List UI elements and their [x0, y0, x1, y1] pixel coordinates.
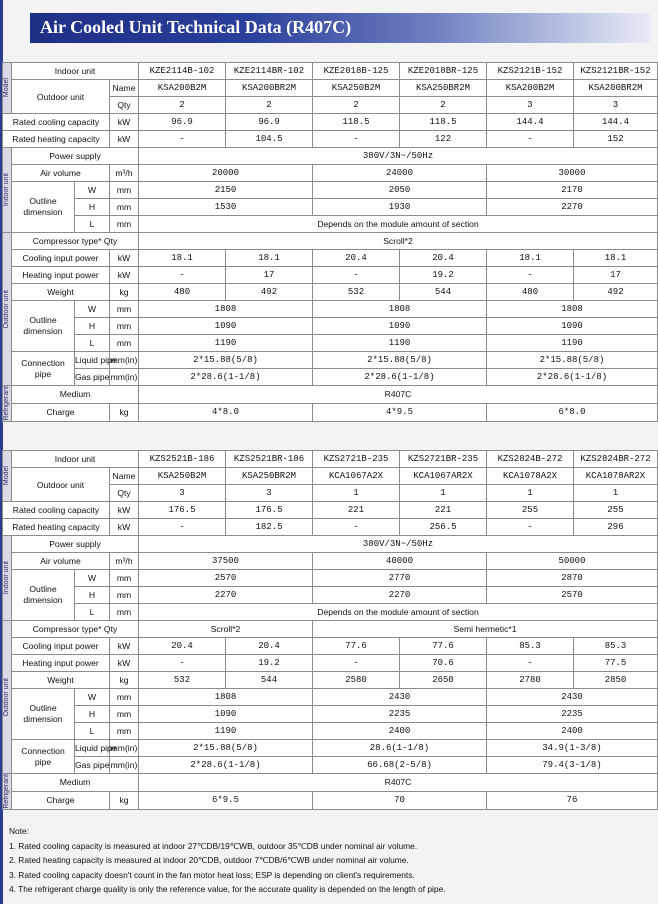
- heating-input-cell: 17: [226, 267, 313, 284]
- row-indoor-model: [3, 451, 658, 468]
- heating-input-cell: -: [487, 267, 574, 284]
- label-liquid-pipe: Liquid pipe: [75, 740, 110, 757]
- model-cell: KZE2018BR-125: [400, 63, 487, 80]
- model-cell: KZS2521BR-186: [226, 451, 313, 468]
- section-refrigerant: Refrigerant: [3, 774, 10, 809]
- gas-pipe-cell: 2*28.6(1-1/8): [139, 369, 313, 386]
- unit-kw: kW: [110, 114, 139, 131]
- section-refrigerant: Refrigerant: [3, 386, 10, 421]
- row-compressor: [3, 233, 658, 250]
- weight-cell: 532: [139, 672, 226, 689]
- outdoor-name-cell: KSA200B2M: [487, 80, 574, 97]
- cooling-cell: 221: [400, 502, 487, 519]
- label-name: Name: [110, 80, 139, 97]
- weight-cell: 2650: [400, 672, 487, 689]
- label-gas-pipe: Gas pipe: [75, 369, 110, 386]
- heating-input-cell: -: [313, 655, 400, 672]
- unit-mm-in: mm(in): [110, 369, 139, 386]
- label-connection-pipe: Connection pipe: [12, 352, 75, 386]
- label-w: W: [75, 570, 110, 587]
- label-weight: Weight: [12, 284, 110, 301]
- heating-input-cell: 19.2: [400, 267, 487, 284]
- medium-value: R407C: [139, 386, 658, 404]
- label-air-volume: Air volume: [12, 553, 110, 570]
- model-cell: KZS2521B-186: [139, 451, 226, 468]
- row-liquid-pipe: [3, 352, 658, 369]
- cooling-cell: 176.5: [139, 502, 226, 519]
- qty-cell: 2: [139, 97, 226, 114]
- unit-kw: kW: [110, 638, 139, 655]
- heating-input-cell: 77.5: [574, 655, 658, 672]
- weight-cell: 492: [574, 284, 658, 301]
- section-outdoor-unit: Outdoor unit: [3, 621, 12, 774]
- label-power-supply: Power supply: [12, 148, 139, 165]
- label-l: L: [75, 335, 110, 352]
- indoor-h-cell: 2270: [487, 199, 658, 216]
- weight-cell: 492: [226, 284, 313, 301]
- compressor-value: Semi hermetic*1: [313, 621, 658, 638]
- section-indoor-unit: Indoor unit: [3, 148, 12, 233]
- section-model: Model: [3, 63, 12, 114]
- outdoor-name-cell: KSA200B2M: [139, 80, 226, 97]
- outdoor-h-cell: 1090: [139, 318, 313, 335]
- cooling-cell: 96.9: [226, 114, 313, 131]
- notes-heading: Note:: [9, 826, 30, 836]
- indoor-w-cell: 2170: [487, 182, 658, 199]
- unit-kw: kW: [110, 131, 139, 148]
- cooling-cell: 118.5: [400, 114, 487, 131]
- unit-kw: kW: [110, 502, 139, 519]
- power-supply-value: 380V/3N~/50Hz: [139, 148, 658, 165]
- notes-block: [9, 824, 649, 897]
- charge-cell: 76: [487, 791, 658, 809]
- unit-mm: mm: [110, 301, 139, 318]
- model-cell: KZS2121BR-152: [574, 63, 658, 80]
- unit-kw: kW: [110, 655, 139, 672]
- cooling-input-cell: 18.1: [487, 250, 574, 267]
- cooling-input-cell: 18.1: [139, 250, 226, 267]
- qty-cell: 2: [400, 97, 487, 114]
- unit-mm: mm: [110, 587, 139, 604]
- label-liquid-pipe: Liquid pipe: [75, 352, 110, 369]
- qty-cell: 3: [139, 485, 226, 502]
- outdoor-name-cell: KSA250BR2M: [226, 468, 313, 485]
- liquid-pipe-cell: 2*15.88(5/8): [313, 352, 487, 369]
- air-volume-cell: 37500: [139, 553, 313, 570]
- medium-value: R407C: [139, 774, 658, 792]
- label-l: L: [75, 604, 110, 621]
- cooling-input-cell: 18.1: [226, 250, 313, 267]
- charge-cell: 6*8.0: [487, 403, 658, 421]
- label-rated-cooling: Rated cooling capacity: [3, 114, 110, 131]
- unit-mm-in: mm(in): [110, 757, 139, 774]
- outdoor-w-cell: 2430: [313, 689, 487, 706]
- row-weight: [3, 284, 658, 301]
- label-l: L: [75, 723, 110, 740]
- row-liquid-pipe: [3, 740, 658, 757]
- cooling-cell: 118.5: [313, 114, 400, 131]
- unit-mm-in: mm(in): [110, 352, 139, 369]
- indoor-w-cell: 2770: [313, 570, 487, 587]
- label-h: H: [75, 199, 110, 216]
- section-model: Model: [3, 451, 12, 502]
- row-gas-pipe: [3, 757, 658, 774]
- unit-kw: kW: [110, 250, 139, 267]
- label-medium: Medium: [12, 386, 139, 404]
- gas-pipe-cell: 79.4(3-1/8): [487, 757, 658, 774]
- row-indoor-l: [3, 604, 658, 621]
- heating-input-cell: -: [139, 655, 226, 672]
- weight-cell: 2580: [313, 672, 400, 689]
- outdoor-name-cell: KSA200BR2M: [226, 80, 313, 97]
- label-h: H: [75, 318, 110, 335]
- heating-input-cell: -: [313, 267, 400, 284]
- charge-cell: 6*9.5: [139, 791, 313, 809]
- section-indoor-unit: Indoor unit: [3, 536, 12, 621]
- row-outdoor-name: [3, 80, 658, 97]
- row-indoor-h: [3, 199, 658, 216]
- unit-kw: kW: [110, 267, 139, 284]
- row-outdoor-w: [3, 301, 658, 318]
- model-cell: KZE2018B-125: [313, 63, 400, 80]
- unit-m3h: m³/h: [110, 553, 139, 570]
- outdoor-name-cell: KSA250B2M: [139, 468, 226, 485]
- unit-m3h: m³/h: [110, 165, 139, 182]
- outdoor-h-cell: 2235: [313, 706, 487, 723]
- heating-cell: -: [139, 519, 226, 536]
- outdoor-w-cell: 1808: [139, 689, 313, 706]
- indoor-h-cell: 2570: [487, 587, 658, 604]
- label-name: Name: [110, 468, 139, 485]
- unit-mm: mm: [110, 199, 139, 216]
- label-qty: Qty: [110, 485, 139, 502]
- outdoor-l-cell: 2400: [313, 723, 487, 740]
- outdoor-l-cell: 1190: [313, 335, 487, 352]
- row-outdoor-h: [3, 706, 658, 723]
- row-heating-input: [3, 267, 658, 284]
- label-heating-input: Heating input power: [12, 655, 110, 672]
- cooling-cell: 255: [487, 502, 574, 519]
- unit-mm: mm: [110, 604, 139, 621]
- indoor-l-value: Depends on the module amount of section: [139, 604, 658, 621]
- heating-cell: 256.5: [400, 519, 487, 536]
- page-title: Air Cooled Unit Technical Data (R407C): [40, 17, 352, 37]
- outdoor-name-cell: KSA250BR2M: [400, 80, 487, 97]
- section-outdoor-unit: Outdoor unit: [3, 233, 12, 386]
- row-rated-heating: [3, 519, 658, 536]
- outdoor-h-cell: 1090: [487, 318, 658, 335]
- heating-input-cell: 19.2: [226, 655, 313, 672]
- outdoor-name-cell: KCA1078A2X: [487, 468, 574, 485]
- tech-table-2: [2, 450, 658, 810]
- cooling-cell: 221: [313, 502, 400, 519]
- model-cell: KZS2121B-152: [487, 63, 574, 80]
- air-volume-cell: 20000: [139, 165, 313, 182]
- air-volume-cell: 50000: [487, 553, 658, 570]
- cooling-input-cell: 20.4: [226, 638, 313, 655]
- model-cell: KZS2824BR-272: [574, 451, 658, 468]
- row-outdoor-w: [3, 689, 658, 706]
- cooling-cell: 96.9: [139, 114, 226, 131]
- unit-kg: kg: [110, 672, 139, 689]
- unit-kg: kg: [110, 403, 139, 421]
- row-rated-heating: [3, 131, 658, 148]
- outdoor-name-cell: KSA250B2M: [313, 80, 400, 97]
- charge-cell: 70: [313, 791, 487, 809]
- cooling-input-cell: 20.4: [139, 638, 226, 655]
- row-indoor-w: [3, 570, 658, 587]
- outdoor-h-cell: 1090: [313, 318, 487, 335]
- note-item: 3. Rated cooling capacity doesn't count in the fan motor heat loss; ESP is depending on client's requirements.: [9, 869, 415, 880]
- row-indoor-h: [3, 587, 658, 604]
- model-cell: KZE2114BR-102: [226, 63, 313, 80]
- row-cooling-input: [3, 250, 658, 267]
- indoor-w-cell: 2570: [139, 570, 313, 587]
- row-heating-input: [3, 655, 658, 672]
- label-outdoor-unit: Outdoor unit: [12, 80, 110, 114]
- weight-cell: 544: [226, 672, 313, 689]
- unit-mm: mm: [110, 182, 139, 199]
- outdoor-l-cell: 1190: [487, 335, 658, 352]
- model-cell: KZE2114B-102: [139, 63, 226, 80]
- label-connection-pipe: Connection pipe: [12, 740, 75, 774]
- label-power-supply: Power supply: [12, 536, 139, 553]
- unit-kg: kg: [110, 284, 139, 301]
- indoor-h-cell: 1530: [139, 199, 313, 216]
- note-item: 2. Rated heating capacity is measured at indoor 20℃DB, outdoor 7℃DB/6℃WB under nominal air volume.: [9, 855, 409, 866]
- row-outdoor-h: [3, 318, 658, 335]
- outdoor-l-cell: 1190: [139, 335, 313, 352]
- cooling-input-cell: 20.4: [313, 250, 400, 267]
- heating-cell: -: [313, 519, 400, 536]
- label-rated-heating: Rated heating capacity: [3, 131, 110, 148]
- row-indoor-w: [3, 182, 658, 199]
- weight-cell: 480: [139, 284, 226, 301]
- gas-pipe-cell: 2*28.6(1-1/8): [139, 757, 313, 774]
- row-power-supply: [3, 536, 658, 553]
- heating-input-cell: 70.6: [400, 655, 487, 672]
- liquid-pipe-cell: 28.6(1-1/8): [313, 740, 487, 757]
- compressor-value: Scroll*2: [139, 233, 658, 250]
- row-outdoor-l: [3, 335, 658, 352]
- row-cooling-input: [3, 638, 658, 655]
- indoor-h-cell: 1930: [313, 199, 487, 216]
- outdoor-w-cell: 1808: [139, 301, 313, 318]
- row-gas-pipe: [3, 369, 658, 386]
- indoor-w-cell: 2150: [139, 182, 313, 199]
- outdoor-h-cell: 2235: [487, 706, 658, 723]
- heating-input-cell: 17: [574, 267, 658, 284]
- model-cell: KZS2824B-272: [487, 451, 574, 468]
- qty-cell: 1: [313, 485, 400, 502]
- charge-cell: 4*8.0: [139, 403, 313, 421]
- compressor-value: Scroll*2: [139, 621, 313, 638]
- unit-mm: mm: [110, 318, 139, 335]
- unit-mm: mm: [110, 216, 139, 233]
- outdoor-name-cell: KCA1078AR2X: [574, 468, 658, 485]
- indoor-w-cell: 2050: [313, 182, 487, 199]
- label-heating-input: Heating input power: [12, 267, 110, 284]
- air-volume-cell: 30000: [487, 165, 658, 182]
- row-indoor-l: [3, 216, 658, 233]
- cooling-cell: 144.4: [487, 114, 574, 131]
- page-title-banner: [30, 13, 650, 43]
- air-volume-cell: 40000: [313, 553, 487, 570]
- qty-cell: 3: [487, 97, 574, 114]
- unit-mm: mm: [110, 570, 139, 587]
- weight-cell: 2780: [487, 672, 574, 689]
- row-charge: [3, 403, 658, 421]
- label-medium: Medium: [12, 774, 139, 792]
- label-indoor-unit: Indoor unit: [12, 63, 139, 80]
- label-h: H: [75, 587, 110, 604]
- label-l: L: [75, 216, 110, 233]
- outdoor-name-cell: KSA200BR2M: [574, 80, 658, 97]
- label-qty: Qty: [110, 97, 139, 114]
- label-rated-cooling: Rated cooling capacity: [3, 502, 110, 519]
- outdoor-l-cell: 2400: [487, 723, 658, 740]
- note-item: 1. Rated cooling capacity is measured at indoor 27℃DB/19℃WB, outdoor 35℃DB under nominal air volume.: [9, 840, 418, 851]
- qty-cell: 1: [574, 485, 658, 502]
- label-h: H: [75, 706, 110, 723]
- model-cell: KZS2721BR-235: [400, 451, 487, 468]
- indoor-l-value: Depends on the module amount of section: [139, 216, 658, 233]
- outdoor-w-cell: 1808: [487, 301, 658, 318]
- unit-kg: kg: [110, 791, 139, 809]
- unit-mm: mm: [110, 689, 139, 706]
- label-indoor-unit: Indoor unit: [12, 451, 139, 468]
- label-w: W: [75, 301, 110, 318]
- liquid-pipe-cell: 2*15.88(5/8): [139, 740, 313, 757]
- qty-cell: 3: [226, 485, 313, 502]
- air-volume-cell: 24000: [313, 165, 487, 182]
- heating-input-cell: -: [487, 655, 574, 672]
- row-rated-cooling: [3, 114, 658, 131]
- label-gas-pipe: Gas pipe: [75, 757, 110, 774]
- cooling-input-cell: 77.6: [313, 638, 400, 655]
- row-air-volume: [3, 553, 658, 570]
- heating-cell: 296: [574, 519, 658, 536]
- row-medium: [3, 386, 658, 404]
- cooling-input-cell: 85.3: [574, 638, 658, 655]
- row-indoor-model: [3, 63, 658, 80]
- note-item: 4. The refrigerant charge quality is only the reference value, for the accurate quality is depended on the length of pipe.: [9, 884, 446, 895]
- liquid-pipe-cell: 2*15.88(5/8): [139, 352, 313, 369]
- cooling-input-cell: 77.6: [400, 638, 487, 655]
- weight-cell: 2850: [574, 672, 658, 689]
- cooling-input-cell: 85.3: [487, 638, 574, 655]
- row-power-supply: [3, 148, 658, 165]
- outdoor-name-cell: KCA1067AR2X: [400, 468, 487, 485]
- row-charge: [3, 791, 658, 809]
- power-supply-value: 380V/3N~/50Hz: [139, 536, 658, 553]
- unit-mm: mm: [110, 335, 139, 352]
- label-rated-heating: Rated heating capacity: [3, 519, 110, 536]
- label-outline-dimension: Outline dimension: [12, 570, 75, 621]
- label-cooling-input: Cooling input power: [12, 638, 110, 655]
- gas-pipe-cell: 2*28.6(1-1/8): [313, 369, 487, 386]
- outdoor-l-cell: 1190: [139, 723, 313, 740]
- cooling-cell: 255: [574, 502, 658, 519]
- label-outdoor-unit: Outdoor unit: [12, 468, 110, 502]
- indoor-h-cell: 2270: [313, 587, 487, 604]
- cooling-cell: 144.4: [574, 114, 658, 131]
- qty-cell: 1: [487, 485, 574, 502]
- row-air-volume: [3, 165, 658, 182]
- row-medium: [3, 774, 658, 792]
- outdoor-name-cell: KCA1067A2X: [313, 468, 400, 485]
- qty-cell: 2: [313, 97, 400, 114]
- row-rated-cooling: [3, 502, 658, 519]
- label-weight: Weight: [12, 672, 110, 689]
- qty-cell: 2: [226, 97, 313, 114]
- label-charge: Charge: [12, 791, 110, 809]
- liquid-pipe-cell: 34.9(1-3/8): [487, 740, 658, 757]
- heating-cell: 122: [400, 131, 487, 148]
- label-compressor: Compressor type* Qty: [12, 621, 139, 638]
- heating-cell: 104.5: [226, 131, 313, 148]
- heating-cell: 182.5: [226, 519, 313, 536]
- weight-cell: 532: [313, 284, 400, 301]
- heating-cell: -: [139, 131, 226, 148]
- label-compressor: Compressor type* Qty: [12, 233, 139, 250]
- weight-cell: 480: [487, 284, 574, 301]
- row-weight: [3, 672, 658, 689]
- qty-cell: 3: [574, 97, 658, 114]
- unit-mm: mm: [110, 723, 139, 740]
- heating-input-cell: -: [139, 267, 226, 284]
- label-air-volume: Air volume: [12, 165, 110, 182]
- outdoor-w-cell: 1808: [313, 301, 487, 318]
- gas-pipe-cell: 2*28.6(1-1/8): [487, 369, 658, 386]
- tech-table-1: [2, 62, 658, 422]
- unit-mm: mm: [110, 706, 139, 723]
- heating-cell: -: [313, 131, 400, 148]
- label-outline-dimension: Outline dimension: [12, 182, 75, 233]
- label-charge: Charge: [12, 403, 110, 421]
- row-outdoor-name: [3, 468, 658, 485]
- heating-cell: -: [487, 131, 574, 148]
- outdoor-w-cell: 2430: [487, 689, 658, 706]
- weight-cell: 544: [400, 284, 487, 301]
- liquid-pipe-cell: 2*15.88(5/8): [487, 352, 658, 369]
- unit-mm-in: mm(in): [110, 740, 139, 757]
- unit-kw: kW: [110, 519, 139, 536]
- model-cell: KZS2721B-235: [313, 451, 400, 468]
- gas-pipe-cell: 66.68(2-5/8): [313, 757, 487, 774]
- row-compressor: [3, 621, 658, 638]
- cooling-cell: 176.5: [226, 502, 313, 519]
- heating-cell: -: [487, 519, 574, 536]
- label-w: W: [75, 182, 110, 199]
- qty-cell: 1: [400, 485, 487, 502]
- cooling-input-cell: 20.4: [400, 250, 487, 267]
- charge-cell: 4*9.5: [313, 403, 487, 421]
- label-w: W: [75, 689, 110, 706]
- label-outline-dimension: Outline dimension: [12, 301, 75, 352]
- label-outline-dimension: Outline dimension: [12, 689, 75, 740]
- indoor-h-cell: 2270: [139, 587, 313, 604]
- indoor-w-cell: 2870: [487, 570, 658, 587]
- label-cooling-input: Cooling input power: [12, 250, 110, 267]
- outdoor-h-cell: 1090: [139, 706, 313, 723]
- heating-cell: 152: [574, 131, 658, 148]
- row-outdoor-l: [3, 723, 658, 740]
- cooling-input-cell: 18.1: [574, 250, 658, 267]
